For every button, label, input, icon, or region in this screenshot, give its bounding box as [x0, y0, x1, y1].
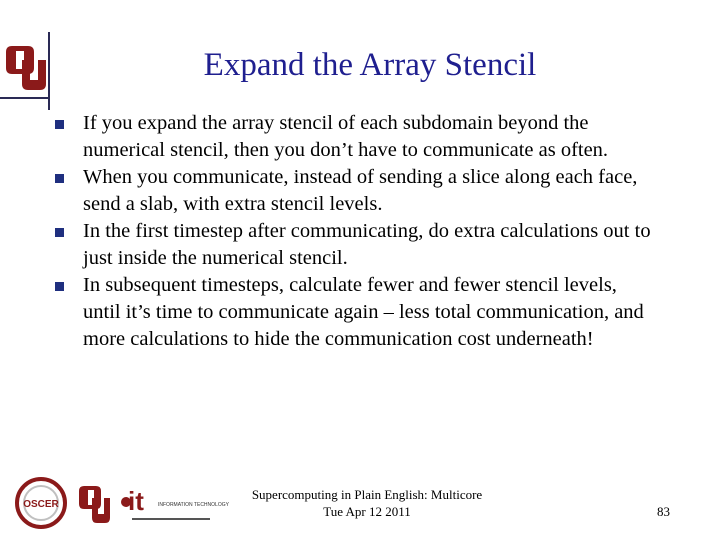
it-logo-caption: INFORMATION TECHNOLOGY — [158, 502, 229, 508]
ou-logo-icon — [6, 38, 50, 94]
ou-footer-logo-icon — [79, 486, 110, 523]
bullet-text: In the first timestep after communicating, do extra calculations out to just inside the numerical stencil. — [83, 220, 651, 269]
it-logo-text: it — [128, 486, 144, 516]
footer-text — [222, 486, 512, 520]
bullet-text: When you communicate, instead of sending a slice along each face, send a slab, with extra stencil levels. — [83, 166, 638, 215]
footer-course: Supercomputing in Plain English: Multicore — [251, 487, 483, 502]
square-bullet-icon — [55, 282, 64, 291]
bullet-item — [55, 164, 655, 218]
page-number: 83 — [657, 504, 670, 519]
bullet-item — [55, 110, 655, 164]
it-logo-icon — [121, 486, 230, 520]
oscer-logo-icon — [17, 479, 65, 527]
footer-logos — [14, 476, 229, 530]
bullet-item — [55, 272, 655, 353]
square-bullet-icon — [55, 228, 64, 237]
square-bullet-icon — [55, 174, 64, 183]
slide-title: Expand the Array Stencil — [203, 47, 537, 83]
square-bullet-icon — [55, 120, 64, 129]
bullet-text: If you expand the array stencil of each subdomain beyond the numerical stencil, then you don’t have to communicate as often. — [83, 112, 609, 161]
bullet-text: In subsequent timesteps, calculate fewer and fewer stencil levels, until it’s time to communicate again – less total communication, and more calculations to hide the communication cost underneath! — [83, 274, 644, 350]
bullet-item — [55, 218, 655, 272]
bullet-list — [55, 110, 655, 353]
oscer-logo-text: OSCER — [23, 499, 59, 510]
footer-date: Tue Apr 12 2011 — [323, 504, 411, 519]
header-horizontal-rule — [0, 97, 50, 99]
